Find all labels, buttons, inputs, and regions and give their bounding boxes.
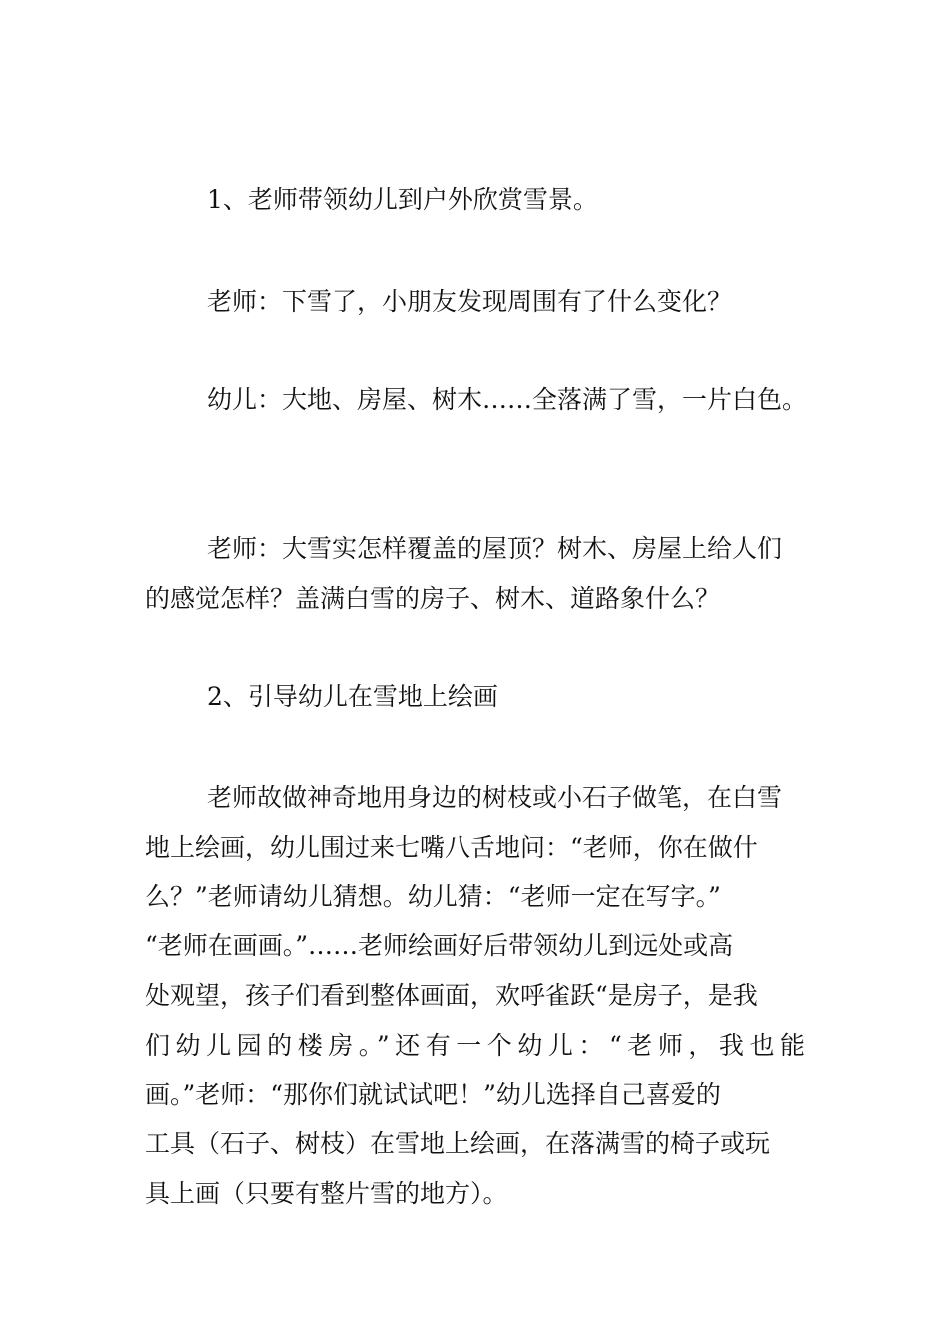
story-line-7: 画。”老师：“那你们就试试吧！”幼儿选择自己喜爱的 bbox=[145, 1080, 721, 1109]
story-line-9: 具上画（只要有整片雪的地方）。 bbox=[145, 1179, 508, 1208]
child-answer-1: 幼儿：大地、房屋、树木……全落满了雪，一片白色。 bbox=[207, 385, 808, 414]
story-line-3: 么？”老师请幼儿猜想。幼儿猜：“老师一定在写字。” bbox=[145, 882, 721, 911]
story-line-2: 地上绘画，幼儿围过来七嘴八舌地问：“老师，你在做什 bbox=[145, 833, 758, 862]
teacher-question-1: 老师：下雪了，小朋友发现周围有了什么变化？ bbox=[207, 287, 733, 316]
teacher-question-2-line-2: 的感觉怎样？盖满白雪的房子、树木、道路象什么？ bbox=[145, 584, 721, 613]
story-line-1: 老师故做神奇地用身边的树枝或小石子做笔，在白雪 bbox=[207, 783, 783, 812]
story-line-4: “老师在画画。”……老师绘画好后带领幼儿到远处或高 bbox=[145, 931, 734, 960]
story-line-5: 处观望，孩子们看到整体画面，欢呼雀跃“是房子，是我 bbox=[145, 981, 758, 1010]
story-line-8: 工具（石子、树枝）在雪地上绘画，在落满雪的椅子或玩 bbox=[145, 1129, 771, 1158]
teacher-question-2-line-1: 老师：大雪实怎样覆盖的屋顶？树木、房屋上给人们 bbox=[207, 534, 783, 563]
story-line-6: 们幼儿园的楼房。”还有一个幼儿：“老师，我也能 bbox=[145, 1031, 805, 1060]
step-1-heading: 1、老师带领幼儿到户外欣赏雪景。 bbox=[207, 185, 598, 214]
step-2-heading: 2、引导幼儿在雪地上绘画 bbox=[207, 682, 498, 711]
